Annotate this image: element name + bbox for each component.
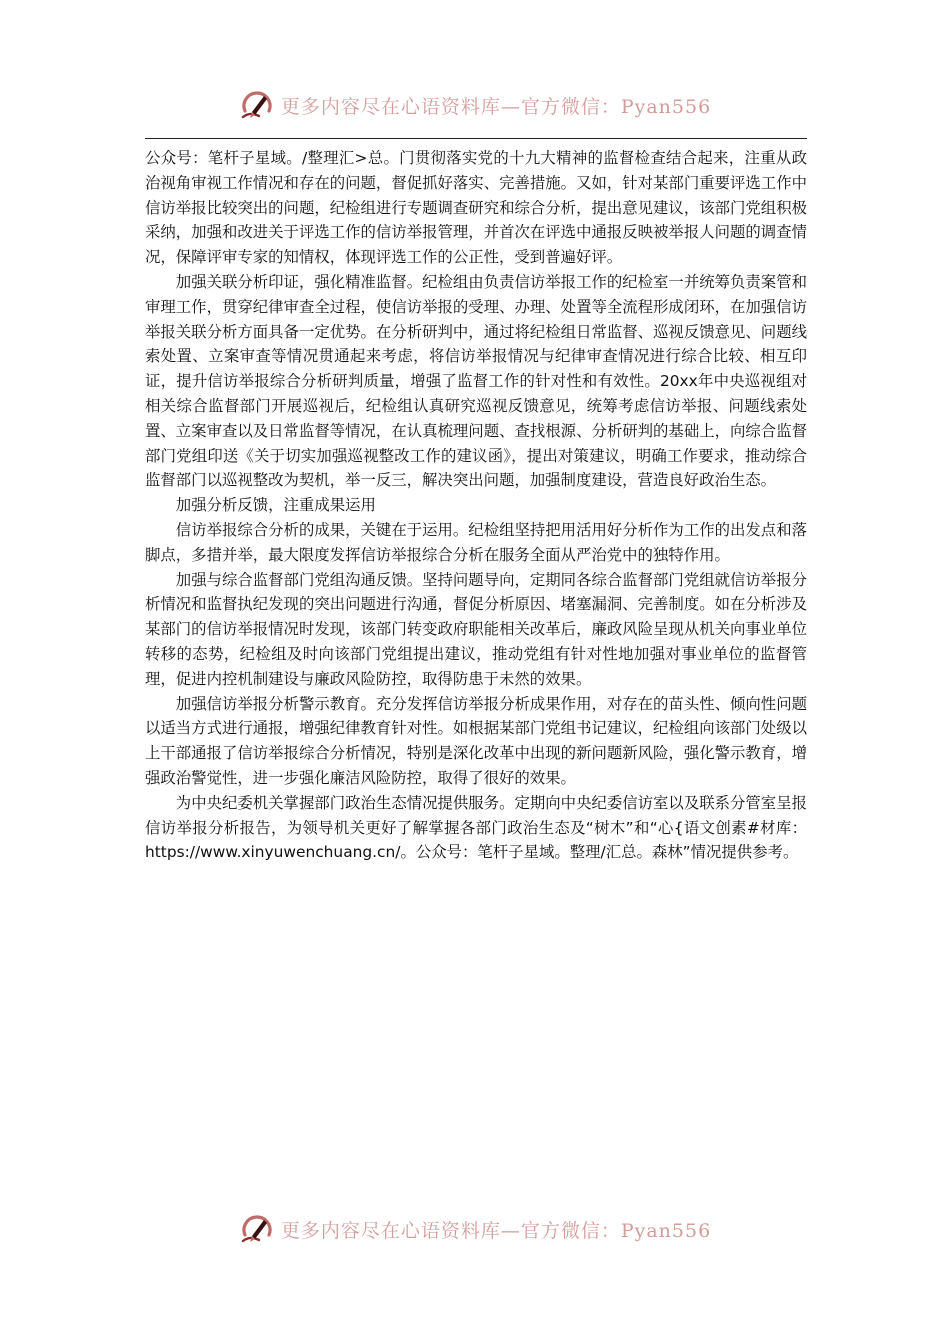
header-divider	[145, 138, 807, 139]
paragraph-1: 公众号：笔杆子星域。/整理汇>总。门贯彻落实党的十九大精神的监督检查结合起来，注重从政治视角审视工作情况和存在的问题，督促抓好落实、完善措施。又如，针对某部门重要评选工作中信访举报比较突出的问题，纪检组进行专题调查研究和综合分析，提出意见建议，该部门党组积极采纳，加强和改进关于评选工作的信访举报管理，并首次在评选中通报反映被举报人问题的调查情况，保障评审专家的知情权，体现评选工作的公正性，受到普遍好评。	[145, 149, 807, 267]
footer-banner	[0, 1204, 950, 1254]
header-banner	[0, 80, 950, 130]
paragraph-5: 加强信访举报分析警示教育。充分发挥信访举报分析成果作用，对存在的苗头性、倾向性问题以适当方式进行通报，增强纪律教育针对性。如根据某部门党组书记建议，纪检组向该部门处级以上干部通报了信访举报综合分析情况，特别是深化改革中出现的新问题新风险，强化警示教育，增强政治警觉性，进一步强化廉洁风险防控，取得了很好的效果。	[145, 694, 807, 787]
paragraph-2: 加强关联分析印证，强化精准监督。纪检组由负责信访举报工作的纪检室一并统筹负责案管和审理工作，贯穿纪律审查全过程，使信访举报的受理、办理、处置等全流程形成闭环，在加强信访举报关联分析方面具备一定优势。在分析研判中，通过将纪检组日常监督、巡视反馈意见、问题线索处置、立案审查等情况贯通起来考虑，将信访举报情况与纪律审查情况进行综合比较、相互印证，提升信访举报综合分析研判质量，增强了监督工作的针对性和有效性。20xx年中央巡视组对相关综合监督部门开展巡视后，纪检组认真研究巡视反馈意见，统筹考虑信访举报、问题线索处置、立案审查以及日常监督等情况，在认真梳理问题、查找根源、分析研判的基础上，向综合监督部门党组印送《关于切实加强巡视整改工作的建议函》，提出对策建议，明确工作要求，推动综合监督部门以巡视整改为契机，举一反三，解决突出问题，加强制度建设，营造良好政治生态。	[145, 272, 807, 490]
header-banner-text: 更多内容尽在心语资料库—官方微信：Pyan556	[280, 95, 712, 118]
document-body	[145, 146, 807, 865]
pen-nib-circle-logo-icon	[239, 1211, 275, 1247]
paragraph-6: 为中央纪委机关掌握部门政治生态情况提供服务。定期向中央纪委信访室以及联系分管室呈报信访举报分析报告，为领导机关更好了解掌握各部门政治生态及“树木”和“心{语文创素#材库：https://www.xinyuwenchuang.cn/。公众号：笔杆子星域。整理/汇总。森林”情况提供参考。	[145, 793, 807, 862]
paragraph-3: 信访举报综合分析的成果，关键在于运用。纪检组坚持把用活用好分析作为工作的出发点和落脚点，多措并举，最大限度发挥信访举报综合分析在服务全面从严治党中的独特作用。	[145, 520, 807, 564]
pen-nib-circle-logo-icon	[239, 87, 275, 123]
section-heading: 加强分析反馈，注重成果运用	[175, 496, 376, 515]
footer-banner-text: 更多内容尽在心语资料库—官方微信：Pyan556	[280, 1219, 712, 1242]
paragraph-4: 加强与综合监督部门党组沟通反馈。坚持问题导向，定期同各综合监督部门党组就信访举报分析情况和监督执纪发现的突出问题进行沟通，督促分析原因、堵塞漏洞、完善制度。如在分析涉及某部门的信访举报情况时发现，该部门转变政府职能相关改革后，廉政风险呈现从机关向事业单位转移的态势，纪检组及时向该部门党组提出建议，推动党组有针对性地加强对事业单位的监督管理，促进内控机制建设与廉政风险防控，取得防患于未然的效果。	[145, 570, 807, 688]
